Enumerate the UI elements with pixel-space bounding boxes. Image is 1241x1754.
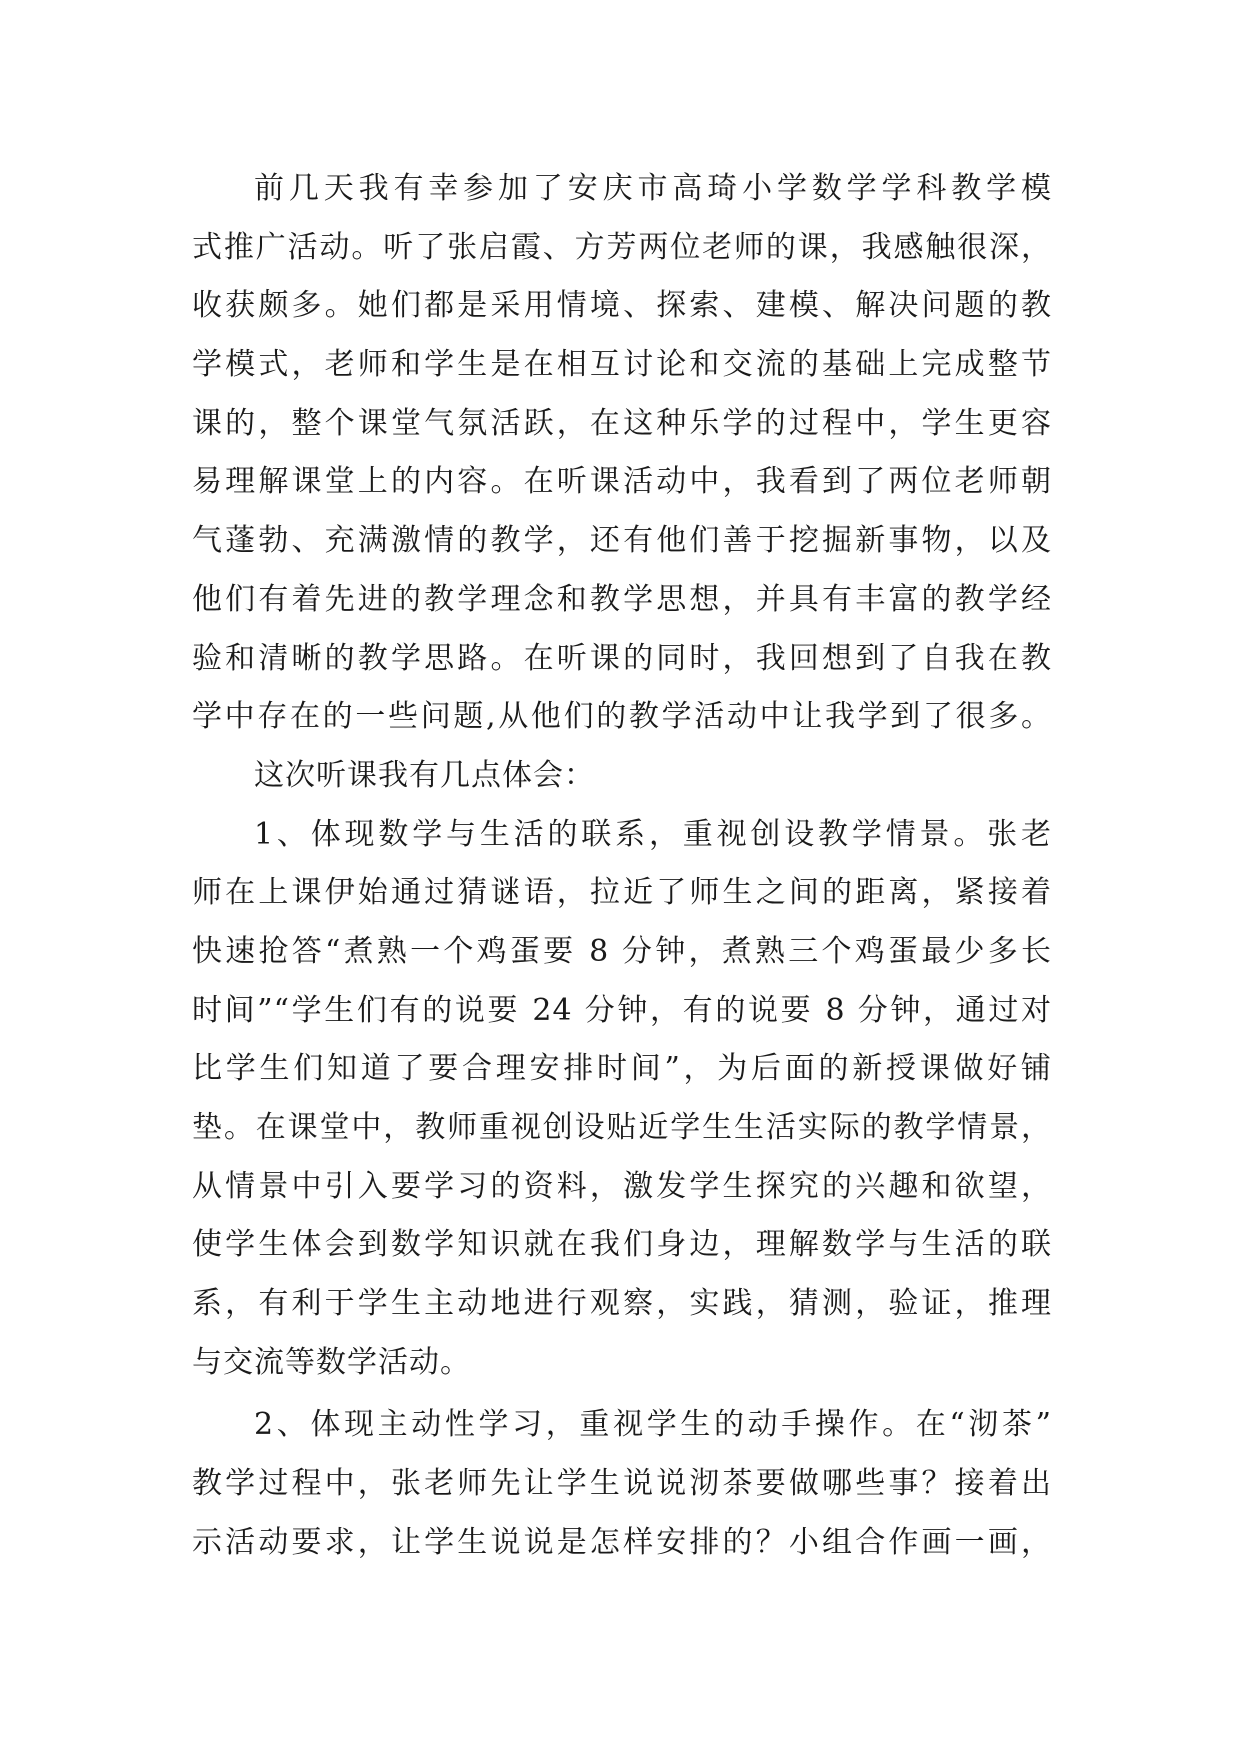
paragraph-1 xyxy=(192,160,1052,747)
paragraph-line: 示活动要求，让学生说说是怎样安排的？小组合作画一画， xyxy=(192,1524,1052,1560)
paragraph-line: 这次听课我有几点体会： xyxy=(254,757,595,793)
paragraph-2 xyxy=(192,747,1052,806)
paragraph-line: 他们有着先进的教学理念和教学思想，并具有丰富的教学经 xyxy=(192,581,1052,617)
paragraph-line: 快速抢答“煮熟一个鸡蛋要 8 分钟，煮熟三个鸡蛋最少多长 xyxy=(192,933,1052,969)
paragraph-line: 易理解课堂上的内容。在听课活动中，我看到了两位老师朝 xyxy=(192,464,1052,500)
paragraph-line: 教学过程中，张老师先让学生说说沏茶要做哪些事？接着出 xyxy=(192,1466,1052,1502)
paragraph-line: 气蓬勃、充满激情的教学，还有他们善于挖掘新事物，以及 xyxy=(192,523,1052,559)
paragraph-line: 比学生们知道了要合理安排时间”，为后面的新授课做好铺 xyxy=(192,1051,1052,1087)
paragraph-line: 垫。在课堂中，教师重视创设贴近学生生活实际的教学情景， xyxy=(192,1110,1052,1145)
paragraph-line: 学中存在的一些问题,从他们的教学活动中让我学到了很多。 xyxy=(192,699,1052,735)
paragraph-line: 时间”“学生们有的说要 24 分钟，有的说要 8 分钟，通过对 xyxy=(192,992,1052,1028)
paragraph-line: 使学生体会到数学知识就在我们身边，理解数学与生活的联 xyxy=(192,1227,1052,1263)
paragraph-line: 2、体现主动性学习，重视学生的动手操作。在“沏茶” xyxy=(254,1407,1052,1443)
paragraph-line: 系，有利于学生主动地进行观察，实践，猜测，验证，推理 xyxy=(192,1286,1052,1322)
paragraph-line: 课的，整个课堂气氛活跃，在这种乐学的过程中，学生更容 xyxy=(192,405,1052,441)
paragraph-4 xyxy=(192,1396,1052,1572)
paragraph-3 xyxy=(192,806,1052,1393)
paragraph-line: 收获颇多。她们都是采用情境、探索、建模、解决问题的教 xyxy=(192,288,1052,324)
paragraph-line: 师在上课伊始通过猜谜语，拉近了师生之间的距离，紧接着 xyxy=(192,875,1052,911)
paragraph-line: 验和清晰的教学思路。在听课的同时，我回想到了自我在教 xyxy=(192,640,1052,676)
paragraph-line: 前几天我有幸参加了安庆市高琦小学数学学科教学模 xyxy=(254,171,1052,206)
paragraph-line: 1、体现数学与生活的联系，重视创设教学情景。张老 xyxy=(254,816,1052,852)
paragraph-line: 从情景中引入要学习的资料，激发学生探究的兴趣和欲望， xyxy=(192,1168,1052,1204)
document-page xyxy=(192,160,1052,1573)
paragraph-line: 与交流等数学活动。 xyxy=(192,1344,471,1380)
paragraph-line: 式推广活动。听了张启霞、方芳两位老师的课，我感触很深， xyxy=(192,229,1052,265)
paragraph-line: 学模式，老师和学生是在相互讨论和交流的基础上完成整节 xyxy=(192,347,1052,383)
